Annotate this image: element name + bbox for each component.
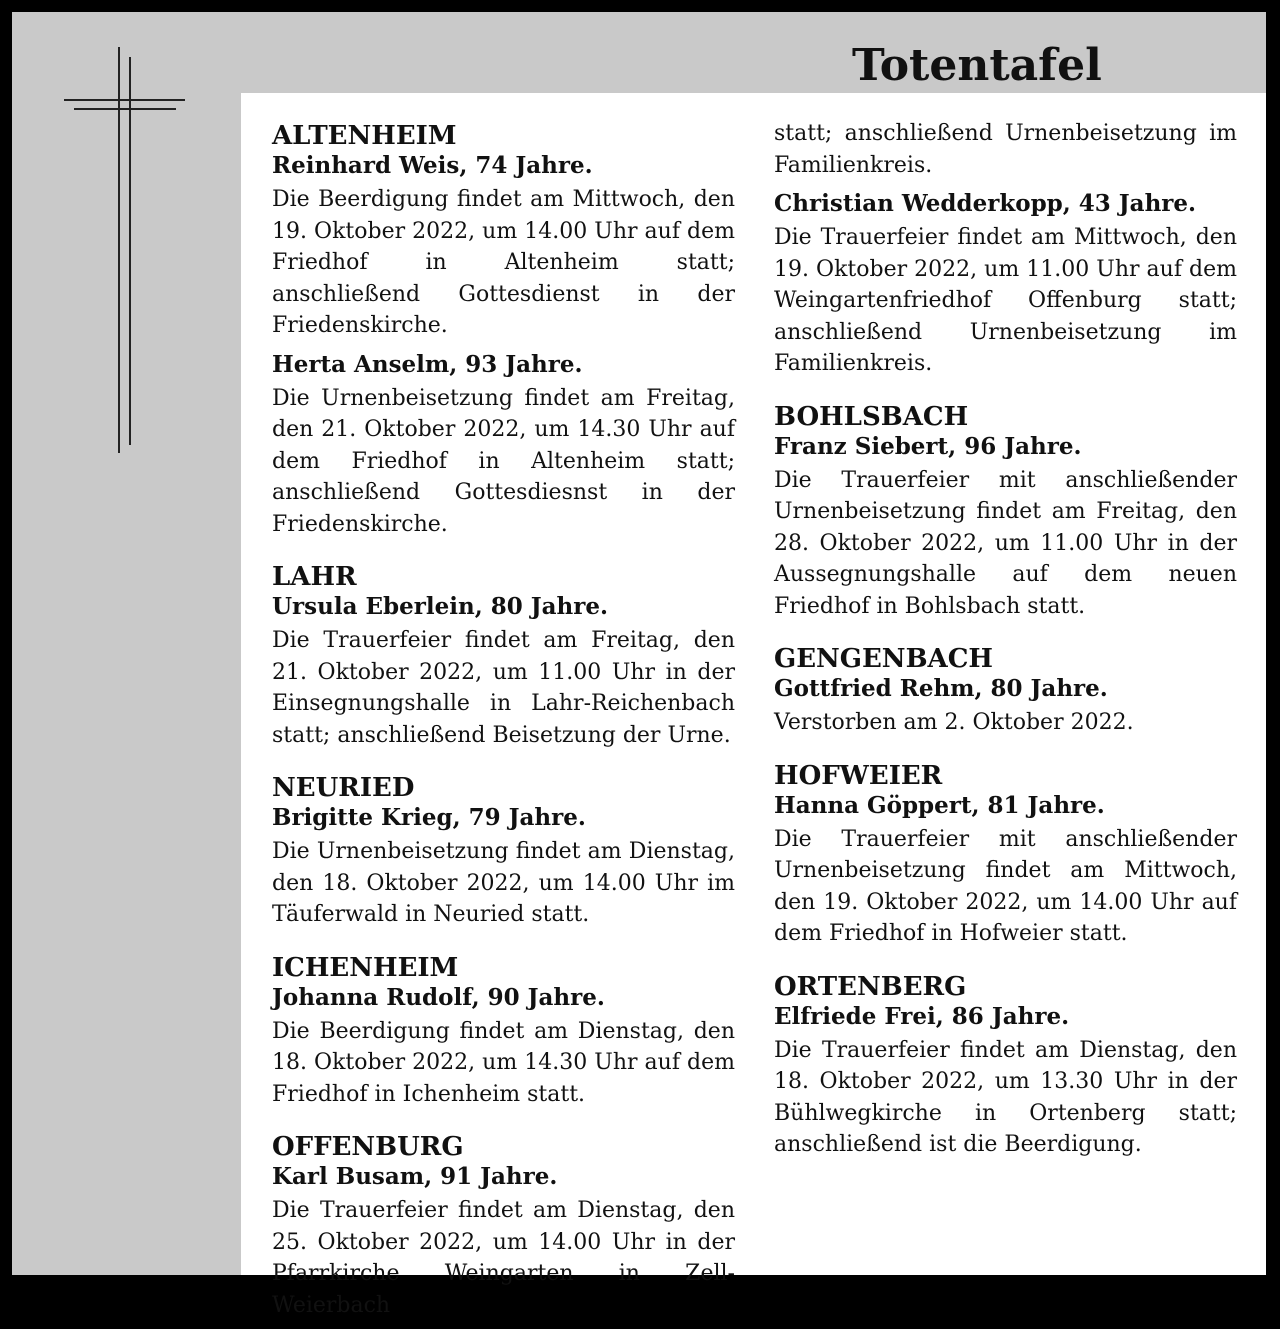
deceased-name: Karl Busam, 91 Jahre. xyxy=(272,1163,558,1190)
town-section-ichenheim xyxy=(272,953,735,1111)
page-title: Totentafel xyxy=(852,40,1102,91)
deceased-name: Elfriede Frei, 86 Jahre. xyxy=(774,1002,1070,1030)
funeral-details: Die Trauerfeier findet am Dienstag, den 25. Oktober 2022, um 14.00 Uhr in der Pfarrkirche Weingarten in Zell-Weierbach xyxy=(272,1198,735,1318)
deceased-name: Ursula Eberlein, 80 Jahre. xyxy=(272,593,608,620)
deceased-name: Franz Siebert, 96 Jahre. xyxy=(774,432,1082,460)
town-heading: BOHLSBACH xyxy=(774,401,969,432)
town-heading: OFFENBURG xyxy=(272,1132,464,1162)
town-section-offenburg-continued xyxy=(774,189,1237,380)
town-section-bohlsbach xyxy=(774,402,1237,623)
funeral-details: Die Beerdigung findet am Dienstag, den 18. Oktober 2022, um 14.30 Uhr auf dem Friedhof in Ichenheim statt. xyxy=(272,1018,735,1107)
deceased-name: Herta Anselm, 93 Jahre. xyxy=(272,350,583,378)
obituary-page xyxy=(12,12,1266,1318)
town-section-altenheim xyxy=(272,121,735,540)
right-column xyxy=(774,118,1237,1169)
right-column-towns xyxy=(774,402,1237,1161)
left-column xyxy=(272,121,735,1329)
town-heading: GENGENBACH xyxy=(774,644,993,674)
town-heading: HOFWEIER xyxy=(774,760,943,791)
funeral-details: Die Trauerfeier mit anschließender Urnenbeisetzung findet am Mittwoch, den 19. Oktober 2022, um 14.00 Uhr auf dem Friedhof in Hofweier statt. xyxy=(774,826,1237,946)
town-section-lahr xyxy=(272,562,735,751)
continuation-text: statt; anschließend Urnenbeisetzung im Familienkreis. xyxy=(774,121,1237,178)
town-section-hofweier xyxy=(774,761,1237,950)
deceased-name: Hanna Göppert, 81 Jahre. xyxy=(774,791,1105,819)
funeral-details: Verstorben am 2. Oktober 2022. xyxy=(774,710,1134,735)
town-section-ortenberg xyxy=(774,972,1237,1161)
cross-icon xyxy=(64,47,194,457)
town-heading: ORTENBERG xyxy=(774,971,967,1002)
deceased-name: Christian Wedderkopp, 43 Jahre. xyxy=(774,190,1197,217)
funeral-details: Die Urnenbeisetzung findet am Dienstag, den 18. Oktober 2022, um 14.00 Uhr im Täuferwald in Neuried statt. xyxy=(272,839,735,927)
town-heading: NEURIED xyxy=(272,773,415,803)
town-heading: LAHR xyxy=(272,562,357,592)
town-section-neuried xyxy=(272,773,735,931)
deceased-name: Johanna Rudolf, 90 Jahre. xyxy=(272,983,605,1011)
deceased-name: Reinhard Weis, 74 Jahre. xyxy=(272,152,593,179)
deceased-name: Gottfried Rehm, 80 Jahre. xyxy=(774,675,1108,702)
town-section-offenburg xyxy=(272,1132,735,1321)
town-heading: ALTENHEIM xyxy=(272,121,457,151)
funeral-details: Die Urnenbeisetzung findet am Freitag, den 21. Oktober 2022, um 14.30 Uhr auf dem Friedhof in Altenheim statt; anschließend Gottesdiesnst in der Friedenskirche. xyxy=(272,385,735,537)
obituary-panel xyxy=(241,93,1266,1318)
town-heading: ICHENHEIM xyxy=(272,952,459,983)
funeral-details: Die Trauerfeier mit anschließender Urnenbeisetzung findet am Freitag, den 28. Oktober 2022, um 11.00 Uhr in der Aussegnungshalle auf dem neuen Friedhof in Bohlsbach statt. xyxy=(774,467,1237,619)
funeral-details: Die Trauerfeier findet am Dienstag, den 18. Oktober 2022, um 13.30 Uhr in der Bühlwegkirche in Ortenberg statt; anschließend ist die Beerdigung. xyxy=(774,1037,1237,1157)
funeral-details: Die Trauerfeier findet am Mittwoch, den 19. Oktober 2022, um 11.00 Uhr auf dem Weingartenfriedhof Offenburg statt; anschließend Urnenbeisetzung im Familienkreis. xyxy=(774,225,1237,376)
deceased-name: Brigitte Krieg, 79 Jahre. xyxy=(272,804,586,831)
town-section-gengenbach xyxy=(774,644,1237,739)
funeral-details: Die Beerdigung findet am Mittwoch, den 19. Oktober 2022, um 14.00 Uhr auf dem Friedhof in Altenheim statt; anschließend Gottesdienst in der Friedenskirche. xyxy=(272,187,735,338)
funeral-details: Die Trauerfeier findet am Freitag, den 21. Oktober 2022, um 11.00 Uhr in der Einsegnungshalle in Lahr-Reichenbach statt; anschließend Beisetzung der Urne. xyxy=(272,628,735,748)
